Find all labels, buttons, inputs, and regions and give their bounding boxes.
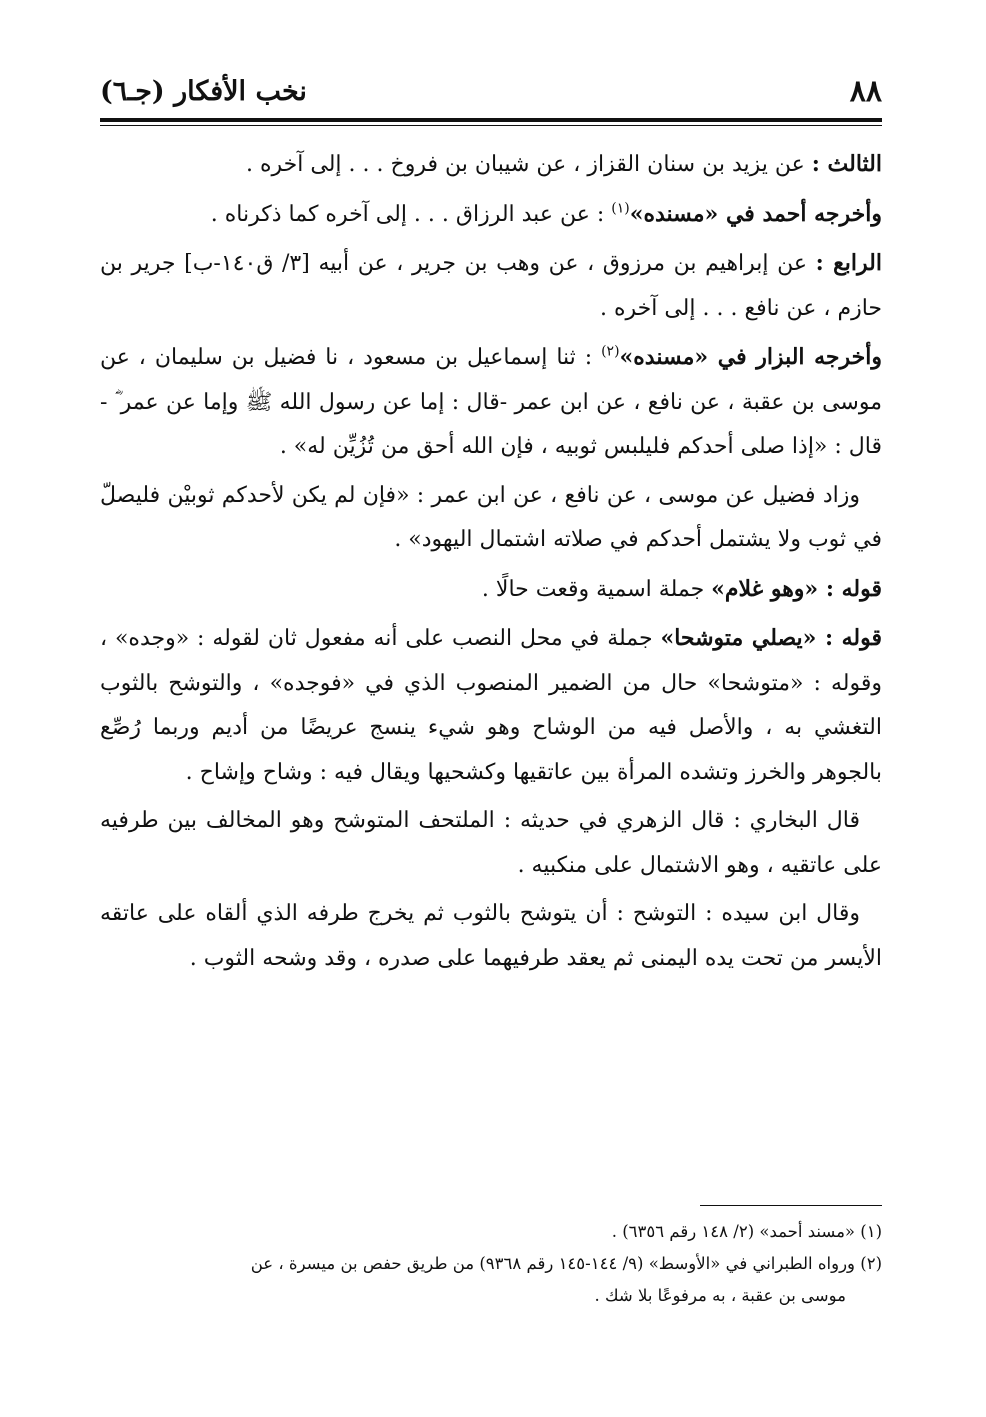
paragraph-text: : ثنا إسماعيل بن مسعود ، نا فضيل بن سليمان ، عن موسى بن عقبة ، عن نافع ، عن ابن عمر -قال : إما عن رسول الله ﷺ وإما عن عمر ؓ - قال : «إذا صلى أحدكم فليلبس ثوبيه ، فإن الله أحق من تُزُيِّن له» . xyxy=(100,345,882,459)
paragraph xyxy=(100,474,882,563)
page-header xyxy=(100,66,882,116)
paragraph xyxy=(100,892,882,981)
footnote-separator xyxy=(700,1205,882,1206)
main-text xyxy=(100,142,882,985)
footnote-ref: (١) xyxy=(611,200,630,217)
paragraph xyxy=(100,241,882,331)
paragraph-text: وقال ابن سيده : التوشح : أن يتوشح بالثوب ثم يخرج طرفه الذي ألقاه على عاتقه الأيسر من تحت يده اليمنى ثم يعقد طرفيهما على صدره ، وقد وشحه الثوب . xyxy=(100,901,882,971)
page-number: ٨٨ xyxy=(849,73,882,109)
paragraph-text: جملة في محل النصب على أنه مفعول ثان لقوله : «وجده» ، وقوله : «متوشحا» حال من الضمير المنصوب الذي في «فوجده» ، والتوشح بالثوب التغشي به ، والأصل فيه من الوشاح وهو شيء ينسج عريضًا من أديم وربما رُصِّع بالجوهر والخرز وتشده المرأة بين عاتقيها وكشحيها ويقال فيه : وشاح وإشاح . xyxy=(100,626,882,785)
book-title: نخب الأفكار (جـ٦) xyxy=(100,75,307,107)
header-rule-thin xyxy=(100,125,882,126)
footnote-continuation: موسى بن عقبة ، به مرفوعًا بلا شك . xyxy=(594,1286,846,1305)
paragraph-text: : عن عبد الرزاق . . . إلى آخره كما ذكرناه . xyxy=(210,201,612,227)
paragraph-text: عن إبراهيم بن مرزوق ، عن وهب بن جرير ، عن أبيه [٣/ ق١٤٠-ب] جرير بن حازم ، عن نافع . . . إلى آخره . xyxy=(100,251,882,321)
paragraph xyxy=(100,567,882,613)
footnote: (١) «مسند أحمد» (٢/ ١٤٨ رقم ٦٣٥٦) . xyxy=(611,1222,882,1241)
paragraph xyxy=(100,335,882,470)
paragraph-text: قال البخاري : قال الزهري في حديثه : الملتحف المتوشح وهو المخالف بين طرفيه على عاتقيه ، وهو الاشتمال على منكبيه . xyxy=(100,808,882,878)
paragraph-lead: قوله : «وهو غلام» xyxy=(711,575,882,602)
paragraph-text: وزاد فضيل عن موسى ، عن نافع ، عن ابن عمر : «فإن لم يكن لأحدكم ثوبيْن فليصلّ في ثوب ولا يشتمل أحدكم في صلاته اشتمال اليهود» . xyxy=(100,482,882,552)
footnote-ref: (٢) xyxy=(601,343,620,360)
paragraph-lead: الرابع : xyxy=(815,250,882,276)
paragraph-lead: الثالث : xyxy=(811,151,882,177)
paragraph xyxy=(100,192,882,238)
footnotes xyxy=(100,1216,882,1312)
paragraph xyxy=(100,799,882,888)
paragraph xyxy=(100,142,882,188)
paragraph-lead: وأخرجه أحمد في «مسنده» xyxy=(629,200,882,227)
footnote: (٢) ورواه الطبراني في «الأوسط» (٩/ ١٤٤-١٤٥ رقم ٩٣٦٨) من طريق حفص بن ميسرة ، عن xyxy=(250,1254,882,1273)
paragraph-lead: وأخرجه البزار في «مسنده» xyxy=(619,344,882,370)
header-rule-thick xyxy=(100,118,882,122)
paragraph xyxy=(100,616,882,795)
paragraph-text: عن يزيد بن سنان القزاز ، عن شيبان بن فروخ . . . إلى آخره . xyxy=(246,152,812,177)
paragraph-text: جملة اسمية وقعت حالًا . xyxy=(481,576,712,602)
paragraph-lead: قوله : «يصلي متوشحا» xyxy=(660,625,882,651)
